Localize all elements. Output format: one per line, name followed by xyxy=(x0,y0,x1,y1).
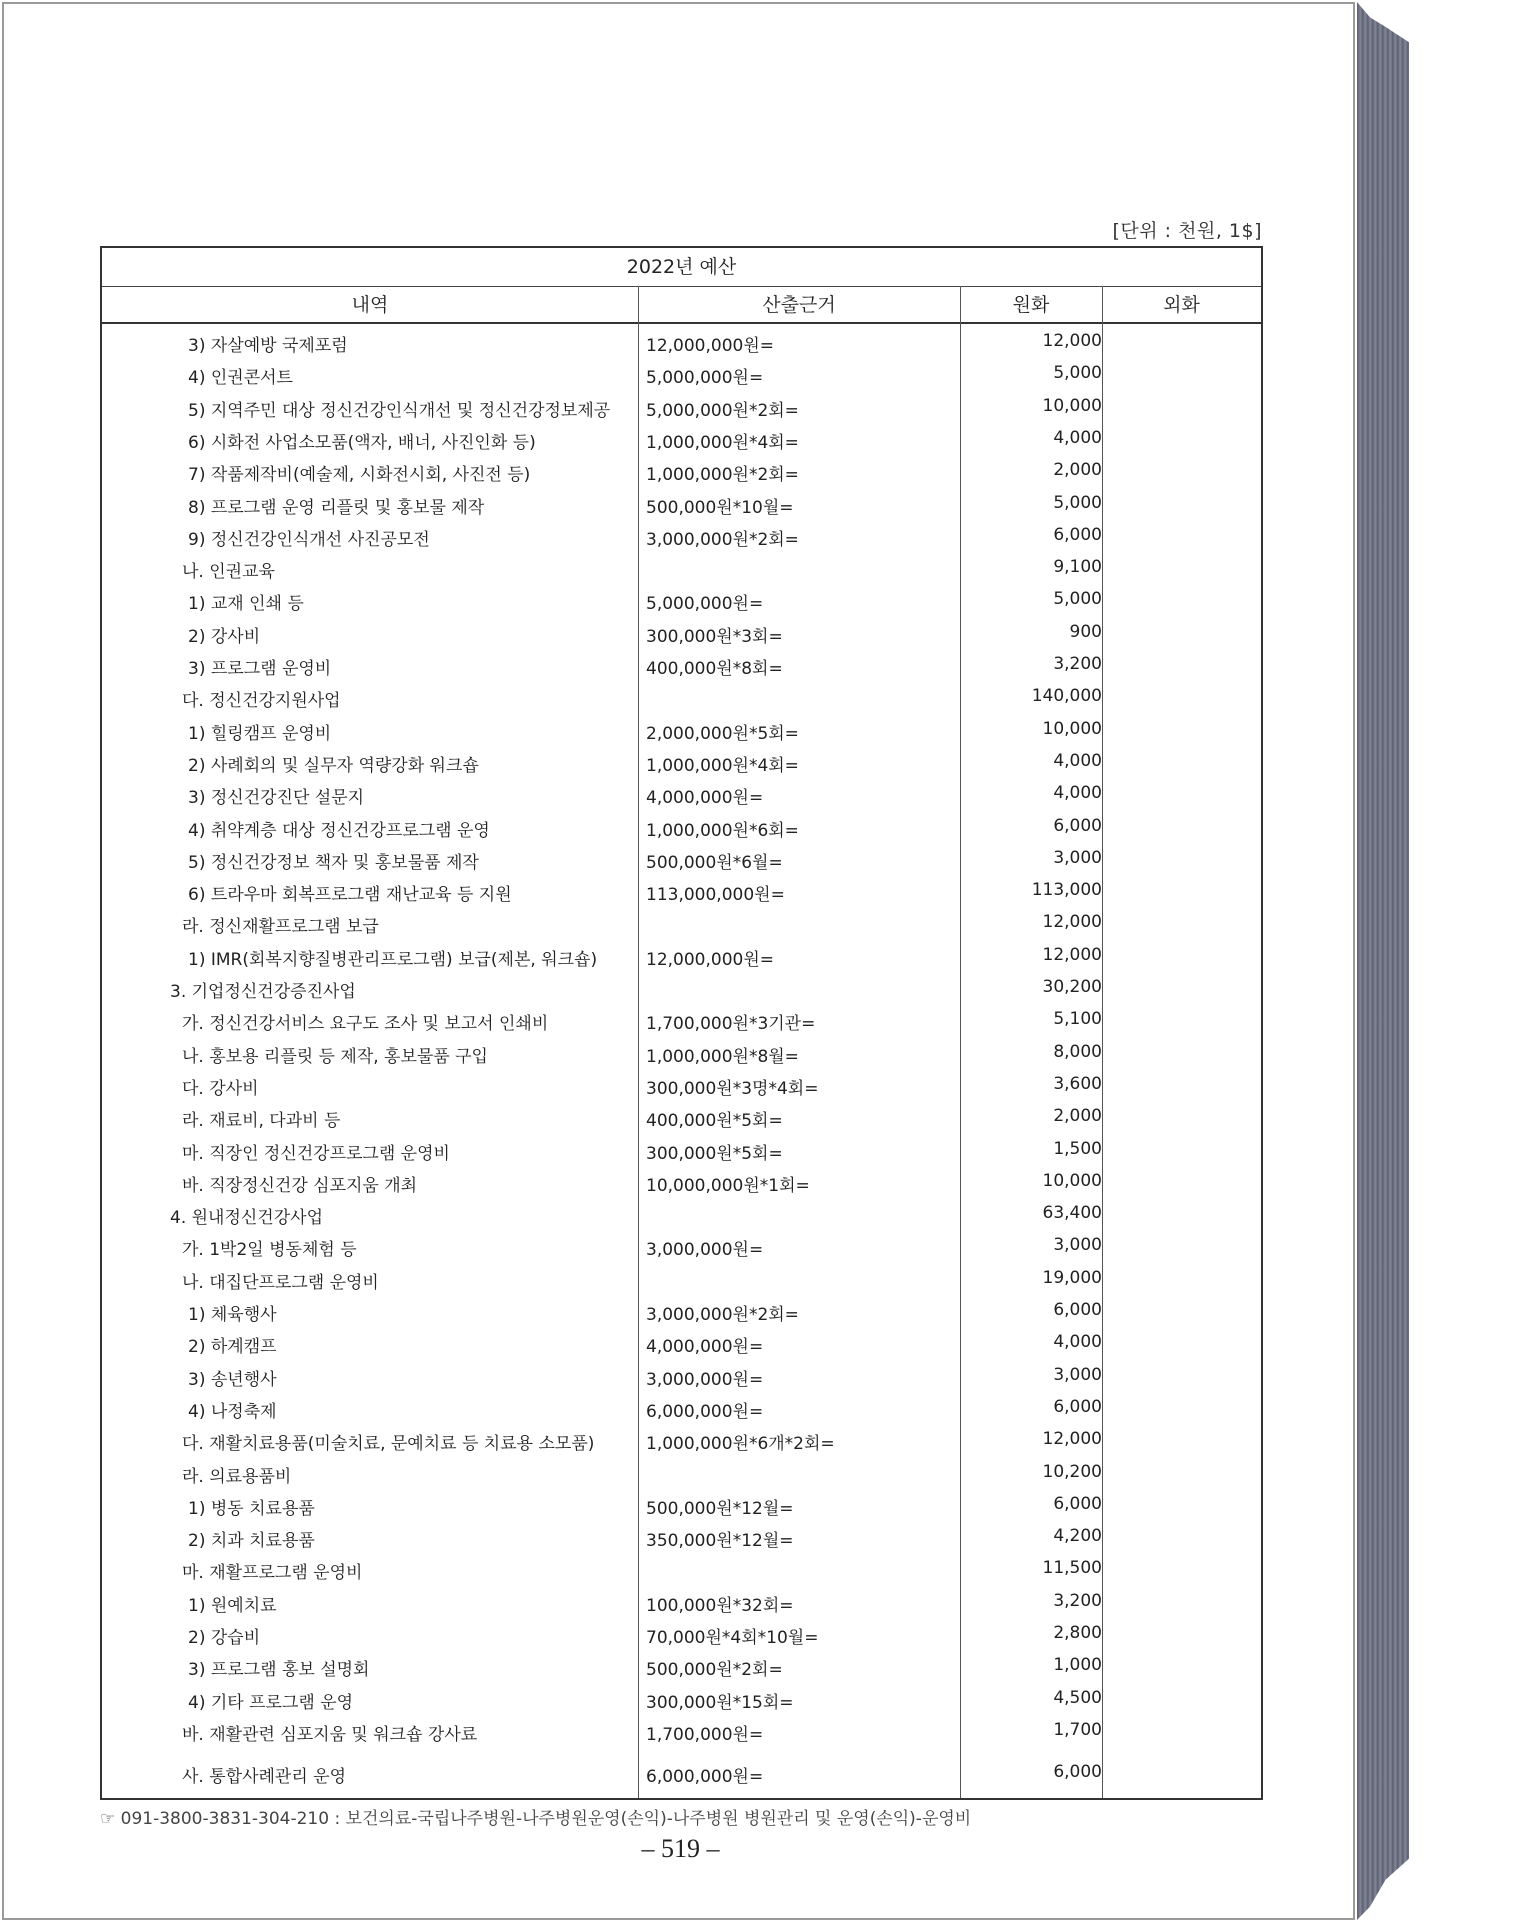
row-krw: 900 xyxy=(1069,621,1102,642)
row-item: 라. 의료용품비 xyxy=(182,1466,292,1487)
row-krw: 3,000 xyxy=(1053,847,1102,868)
table-row xyxy=(102,1521,1261,1553)
table-row xyxy=(102,1553,1261,1585)
budget-table xyxy=(100,246,1263,1800)
row-basis: 400,000원*5회= xyxy=(646,1111,783,1132)
table-row xyxy=(102,1166,1261,1198)
row-item: 4. 원내정신건강사업 xyxy=(170,1208,323,1229)
row-basis: 1,700,000원= xyxy=(646,1724,764,1745)
table-row xyxy=(102,1650,1261,1682)
row-basis: 4,000,000원= xyxy=(646,788,764,809)
row-basis: 500,000원*12월= xyxy=(646,1498,794,1519)
table-row xyxy=(102,391,1261,423)
row-krw: 6,000 xyxy=(1053,1493,1102,1514)
row-item: 3) 자살예방 국제포럼 xyxy=(188,336,348,356)
row-item: 1) 원예치료 xyxy=(188,1595,277,1616)
row-item: 마. 직장인 정신건강프로그램 운영비 xyxy=(182,1143,450,1164)
row-krw: 140,000 xyxy=(1031,686,1102,707)
table-row xyxy=(102,1489,1261,1521)
row-item: 나. 홍보용 리플릿 등 제작, 홍보물품 구입 xyxy=(182,1046,488,1067)
row-krw: 12,000 xyxy=(1042,331,1102,351)
row-basis: 1,700,000원*3기관= xyxy=(646,1014,816,1035)
page-number: – 519 – xyxy=(641,1834,720,1863)
row-basis: 300,000원*3회= xyxy=(646,626,783,647)
table-row xyxy=(102,1457,1261,1489)
header-item: 내역 xyxy=(102,286,638,324)
table-row xyxy=(102,520,1261,552)
table-row xyxy=(102,423,1261,455)
row-item: 1) 교재 인쇄 등 xyxy=(188,594,304,615)
row-krw: 3,000 xyxy=(1053,1235,1102,1256)
row-krw: 6,000 xyxy=(1053,1300,1102,1320)
row-basis: 1,000,000원*6개*2회= xyxy=(646,1434,835,1455)
row-krw: 3,600 xyxy=(1053,1073,1102,1094)
row-basis: 1,000,000원*6회= xyxy=(646,820,799,841)
row-krw: 2,000 xyxy=(1053,1106,1102,1127)
row-krw: 5,000 xyxy=(1053,363,1102,384)
row-krw: 1,700 xyxy=(1053,1719,1102,1740)
row-krw: 1,500 xyxy=(1053,1138,1102,1159)
row-item: 4) 기타 프로그램 운영 xyxy=(188,1692,354,1713)
row-basis: 100,000원*32회= xyxy=(646,1595,794,1616)
table-row xyxy=(102,1618,1261,1650)
row-item: 나. 인권교육 xyxy=(182,562,275,583)
row-krw: 2,800 xyxy=(1053,1623,1102,1643)
row-krw: 12,000 xyxy=(1042,944,1102,965)
row-basis: 70,000원*4회*10월= xyxy=(646,1628,819,1648)
unit-label: [단위 : 천원, 1$] xyxy=(1112,220,1262,242)
row-krw: 12,000 xyxy=(1042,912,1102,933)
table-row xyxy=(102,455,1261,487)
header-basis: 산출근거 xyxy=(638,286,960,324)
row-basis: 10,000,000원*1회= xyxy=(646,1175,810,1196)
row-item: 바. 직장정신건강 심포지움 개최 xyxy=(182,1175,418,1196)
row-item: 4) 나정축제 xyxy=(188,1401,277,1422)
row-basis: 12,000,000원= xyxy=(646,949,775,970)
table-row xyxy=(102,1683,1261,1715)
row-krw: 4,000 xyxy=(1053,783,1102,804)
table-row xyxy=(102,584,1261,616)
table-row xyxy=(102,1134,1261,1166)
row-item: 다. 재활치료용품(미술치료, 문예치료 등 치료용 소모품) xyxy=(182,1434,595,1455)
row-item: 1) IMR(회복지향질병관리프로그램) 보급(제본, 워크숍) xyxy=(188,949,598,970)
table-row xyxy=(102,714,1261,746)
row-item: 라. 정신재활프로그램 보급 xyxy=(182,917,379,938)
row-item: 2) 사례회의 및 실무자 역량강화 워크숍 xyxy=(188,755,479,776)
table-row xyxy=(102,1715,1261,1747)
row-basis: 4,000,000원= xyxy=(646,1337,764,1358)
row-item: 다. 강사비 xyxy=(182,1078,259,1099)
row-item: 7) 작품제작비(예술제, 시화전시회, 사진전 등) xyxy=(188,465,531,486)
row-basis: 400,000원*8회= xyxy=(646,659,783,679)
row-item: 라. 재료비, 다과비 등 xyxy=(182,1111,341,1132)
table-row xyxy=(102,1037,1261,1069)
row-item: 1) 체육행사 xyxy=(188,1305,277,1325)
table-row xyxy=(102,1263,1261,1295)
table-row xyxy=(102,681,1261,713)
row-krw: 4,000 xyxy=(1053,1332,1102,1353)
row-krw: 10,000 xyxy=(1042,1170,1102,1191)
document-page xyxy=(2,2,1355,1920)
row-item: 6) 트라우마 회복프로그램 재난교육 등 지원 xyxy=(188,885,512,906)
row-krw: 5,100 xyxy=(1053,1009,1102,1030)
row-item: 다. 정신건강지원사업 xyxy=(182,691,341,712)
row-item: 3) 송년행사 xyxy=(188,1369,277,1390)
row-basis: 300,000원*15회= xyxy=(646,1692,794,1713)
table-row xyxy=(102,1004,1261,1036)
row-basis: 3,000,000원= xyxy=(646,1369,764,1390)
table-row xyxy=(102,1069,1261,1101)
row-krw: 6,000 xyxy=(1053,815,1102,836)
table-row xyxy=(102,1101,1261,1133)
row-krw: 3,200 xyxy=(1053,1590,1102,1611)
row-basis: 300,000원*5회= xyxy=(646,1143,783,1164)
row-item: 8) 프로그램 운영 리플릿 및 홍보물 제작 xyxy=(188,497,485,518)
table-row xyxy=(102,746,1261,778)
row-item: 나. 대집단프로그램 운영비 xyxy=(182,1272,379,1293)
table-row xyxy=(102,1360,1261,1392)
table-row xyxy=(102,1230,1261,1262)
page-stack-edge xyxy=(1357,2,1409,1920)
row-item: 5) 정신건강정보 책자 및 홍보물품 제작 xyxy=(188,852,479,873)
row-krw: 30,200 xyxy=(1042,977,1102,997)
row-krw: 12,000 xyxy=(1042,1429,1102,1450)
row-basis: 1,000,000원*8월= xyxy=(646,1046,799,1067)
row-krw: 1,000 xyxy=(1053,1655,1102,1676)
row-item: 1) 힐링캠프 운영비 xyxy=(188,723,332,744)
row-item: 2) 강사비 xyxy=(188,626,261,647)
row-item: 2) 하계캠프 xyxy=(188,1337,277,1358)
row-item: 2) 치과 치료용품 xyxy=(188,1531,315,1552)
footer-note: ☞ 091-3800-3831-304-210 : 보건의료-국립나주병원-나주병원운영(손익)-나주병원 병원관리 및 운영(손익)-운영비 xyxy=(100,1809,972,1829)
row-krw: 6,000 xyxy=(1053,1396,1102,1417)
row-item: 가. 정신건강서비스 요구도 조사 및 보고서 인쇄비 xyxy=(182,1014,549,1035)
table-row xyxy=(102,907,1261,939)
table-row xyxy=(102,617,1261,649)
table-row xyxy=(102,1327,1261,1359)
table-row xyxy=(102,326,1261,358)
row-krw: 8,000 xyxy=(1053,1041,1102,1062)
row-basis: 5,000,000원= xyxy=(646,594,764,615)
table-row xyxy=(102,358,1261,390)
table-row xyxy=(102,1757,1261,1789)
row-krw: 113,000 xyxy=(1031,880,1102,901)
row-basis: 5,000,000원= xyxy=(646,368,764,389)
row-basis: 6,000,000원= xyxy=(646,1767,764,1788)
row-krw: 5,000 xyxy=(1053,492,1102,513)
header-foreign: 외화 xyxy=(1102,286,1261,324)
table-row xyxy=(102,488,1261,520)
row-item: 4) 인권콘서트 xyxy=(188,368,293,389)
row-basis: 500,000원*2회= xyxy=(646,1660,783,1681)
table-row xyxy=(102,1198,1261,1230)
table-row xyxy=(102,940,1261,972)
row-krw: 10,000 xyxy=(1042,395,1102,416)
row-krw: 63,400 xyxy=(1042,1203,1102,1224)
table-row xyxy=(102,811,1261,843)
row-basis: 500,000원*6월= xyxy=(646,852,783,873)
table-row xyxy=(102,843,1261,875)
row-krw: 10,000 xyxy=(1042,718,1102,739)
row-item: 3) 정신건강진단 설문지 xyxy=(188,788,365,809)
row-krw: 2,000 xyxy=(1053,460,1102,481)
row-item: 3) 프로그램 운영비 xyxy=(188,659,332,679)
row-basis: 3,000,000원*2회= xyxy=(646,1305,799,1325)
row-item: 3) 프로그램 홍보 설명회 xyxy=(188,1660,370,1681)
table-row xyxy=(102,552,1261,584)
row-item: 1) 병동 치료용품 xyxy=(188,1498,315,1519)
row-item: 가. 1박2일 병동체험 등 xyxy=(182,1240,357,1261)
row-basis: 3,000,000원*2회= xyxy=(646,529,799,550)
row-krw: 6,000 xyxy=(1053,1762,1102,1783)
row-krw: 9,100 xyxy=(1053,557,1102,578)
row-item: 마. 재활프로그램 운영비 xyxy=(182,1563,363,1584)
row-item: 바. 재활관련 심포지움 및 워크숍 강사료 xyxy=(182,1724,478,1745)
row-krw: 4,000 xyxy=(1053,750,1102,771)
table-row xyxy=(102,1392,1261,1424)
row-krw: 11,500 xyxy=(1042,1558,1102,1579)
row-krw: 10,200 xyxy=(1042,1461,1102,1482)
row-krw: 4,000 xyxy=(1053,427,1102,448)
row-krw: 3,000 xyxy=(1053,1364,1102,1385)
row-basis: 12,000,000원= xyxy=(646,336,775,356)
row-item: 2) 강습비 xyxy=(188,1628,261,1648)
row-basis: 300,000원*3명*4회= xyxy=(646,1078,819,1099)
table-row xyxy=(102,649,1261,681)
row-basis: 113,000,000원= xyxy=(646,885,785,906)
row-krw: 19,000 xyxy=(1042,1267,1102,1288)
row-basis: 1,000,000원*4회= xyxy=(646,755,799,776)
table-row xyxy=(102,1424,1261,1456)
row-item: 6) 시화전 사업소모품(액자, 배너, 사진인화 등) xyxy=(188,432,536,453)
table-row xyxy=(102,875,1261,907)
row-item: 9) 정신건강인식개선 사진공모전 xyxy=(188,529,430,550)
row-krw: 4,200 xyxy=(1053,1526,1102,1547)
table-title: 2022년 예산 xyxy=(102,248,1261,287)
row-item: 사. 통합사례관리 운영 xyxy=(182,1767,347,1788)
row-basis: 1,000,000원*4회= xyxy=(646,432,799,453)
row-krw: 5,000 xyxy=(1053,589,1102,610)
row-krw: 4,500 xyxy=(1053,1687,1102,1708)
table-row xyxy=(102,778,1261,810)
row-item: 5) 지역주민 대상 정신건강인식개선 및 정신건강정보제공 xyxy=(188,400,611,421)
row-krw: 6,000 xyxy=(1053,524,1102,545)
header-krw: 원화 xyxy=(960,286,1102,324)
row-item: 3. 기업정신건강증진사업 xyxy=(170,982,356,1002)
row-basis: 3,000,000원= xyxy=(646,1240,764,1261)
row-basis: 350,000원*12월= xyxy=(646,1531,794,1552)
row-basis: 6,000,000원= xyxy=(646,1401,764,1422)
row-item: 4) 취약계층 대상 정신건강프로그램 운영 xyxy=(188,820,490,841)
table-row xyxy=(102,1295,1261,1327)
table-row xyxy=(102,1586,1261,1618)
table-row xyxy=(102,972,1261,1004)
row-basis: 2,000,000원*5회= xyxy=(646,723,799,744)
row-krw: 3,200 xyxy=(1053,654,1102,674)
row-basis: 1,000,000원*2회= xyxy=(646,465,799,486)
row-basis: 5,000,000원*2회= xyxy=(646,400,799,421)
row-basis: 500,000원*10월= xyxy=(646,497,794,518)
